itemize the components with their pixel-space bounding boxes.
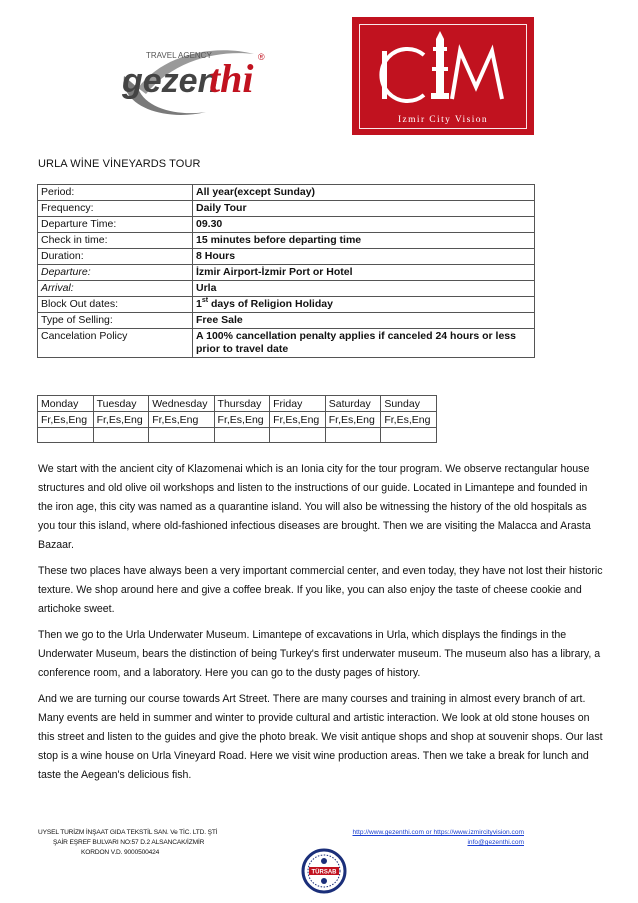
- info-value: 15 minutes before departing time: [193, 233, 535, 249]
- language-row: [38, 412, 437, 428]
- info-row-duration: [38, 249, 535, 265]
- empty-cell: [381, 428, 437, 443]
- info-value: [193, 329, 535, 358]
- weekday-header-row: [38, 396, 437, 412]
- info-row-period: [38, 185, 535, 201]
- partner-caption: Izmir City Vision: [397, 115, 489, 125]
- weekday-language-table: [37, 395, 437, 443]
- info-value: 09.30: [193, 217, 535, 233]
- info-row-frequency: [38, 201, 535, 217]
- agency-name: gezen: [122, 62, 219, 100]
- cancel-policy-line: A 100% cancellation penalty applies if canceled 24 hours or less: [196, 330, 516, 342]
- info-row-departure-time: [38, 217, 535, 233]
- empty-row: [38, 428, 437, 443]
- info-key: Duration:: [38, 249, 193, 265]
- company-name: UYSEL TURİZM İNŞAAT GIDA TEKSTİL SAN. Ve TİC. LTD. ŞTİ: [38, 829, 218, 836]
- info-key: Frequency:: [38, 201, 193, 217]
- info-key: Block Out dates:: [38, 297, 193, 313]
- info-row-type-of-selling: [38, 313, 535, 329]
- info-key: Period:: [38, 185, 193, 201]
- empty-cell: [325, 428, 381, 443]
- day-name: Friday: [270, 396, 326, 412]
- tour-title: URLA WİNE VİNEYARDS TOUR: [38, 158, 201, 170]
- contact-links: [318, 828, 524, 848]
- day-name: Thursday: [214, 396, 270, 412]
- info-value: Urla: [193, 281, 535, 297]
- agency-tagline: TRAVEL AGENCY: [146, 51, 212, 60]
- info-value: 8 Hours: [193, 249, 535, 265]
- info-row-check-in: [38, 233, 535, 249]
- description-paragraph: Then we go to the Urla Underwater Museum. Limantepe of excavations in Urla, which displays the findings in the Underwater Museum, bears the distinction of being Turkey's first underwater museum. The museum also has a library, a conference room, and a laboratory. Here you can go to the dusty pages of history.: [38, 629, 601, 679]
- description-paragraph: We start with the ancient city of Klazomenai which is an Ionia city for the tour program. We observe rectangular house structures and old olive oil workshops and listen to the instructions of our guide. Located in Limantepe and founded in the iron age, this city was named as a quarantine island. You will also be witnessing the history of the old hospitals as you tour this island, where old-fashioned infectious diseases are brought. Then we are visiting the Malacca and Arasta Bazaar.: [38, 463, 591, 551]
- day-name: Monday: [38, 396, 94, 412]
- izmir-city-vision-logo: [352, 17, 534, 135]
- tursab-badge: [301, 848, 347, 894]
- info-value: İzmir Airport-İzmir Port or Hotel: [193, 265, 535, 281]
- info-row-block-out: [38, 297, 535, 313]
- company-tax-id: KORDON V.D. 9000500424: [81, 849, 160, 856]
- info-row-cancelation: [38, 329, 535, 358]
- empty-cell: [93, 428, 149, 443]
- tour-info-table: [37, 184, 535, 358]
- day-languages: Fr,Es,Eng: [149, 412, 214, 428]
- company-address: [38, 828, 258, 858]
- day-languages: Fr,Es,Eng: [381, 412, 437, 428]
- day-name: Sunday: [381, 396, 437, 412]
- empty-cell: [214, 428, 270, 443]
- block-out-rest: days of Religion Holiday: [208, 298, 333, 310]
- block-out-ordinal: st: [201, 296, 209, 304]
- day-languages: Fr,Es,Eng: [38, 412, 94, 428]
- info-row-departure: [38, 265, 535, 281]
- gezenthi-logo: [94, 14, 284, 126]
- day-languages: Fr,Es,Eng: [270, 412, 326, 428]
- day-languages: Fr,Es,Eng: [214, 412, 270, 428]
- info-key: Arrival:: [38, 281, 193, 297]
- block-out-number: 1: [196, 298, 202, 310]
- day-languages: Fr,Es,Eng: [93, 412, 149, 428]
- registered-mark: ®: [258, 52, 265, 62]
- empty-cell: [270, 428, 326, 443]
- tursab-label: TÜRSAB: [311, 869, 337, 876]
- cancel-policy-line: prior to travel date: [196, 343, 289, 355]
- day-name: Tuesday: [93, 396, 149, 412]
- empty-cell: [149, 428, 214, 443]
- description-paragraph: These two places have always been a very important commercial center, and even today, they have not lost their historic texture. We shop around here and give a coffee break. If you like, you can also enjoy the taste of cheese cookie and artichoke sweet.: [38, 565, 603, 615]
- day-languages: Fr,Es,Eng: [325, 412, 381, 428]
- company-street: ŞAİR EŞREF BULVARI NO:57 D.2 ALSANCAK/İZMİR: [53, 839, 205, 846]
- info-row-arrival: [38, 281, 535, 297]
- info-value: [193, 297, 535, 313]
- info-key: Check in time:: [38, 233, 193, 249]
- info-key: Type of Selling:: [38, 313, 193, 329]
- tour-description: [38, 460, 604, 792]
- info-key: Departure Time:: [38, 217, 193, 233]
- info-value: Daily Tour: [193, 201, 535, 217]
- info-value: All year(except Sunday): [193, 185, 535, 201]
- info-key: Cancelation Policy: [38, 329, 193, 358]
- info-value: Free Sale: [193, 313, 535, 329]
- email-link[interactable]: info@gezenthi.com: [467, 839, 524, 846]
- website-link[interactable]: http://www.gezenthi.com or https://www.izmircityvision.com: [352, 829, 524, 836]
- day-name: Saturday: [325, 396, 381, 412]
- agency-name-accent: thi: [209, 56, 254, 101]
- day-name: Wednesday: [149, 396, 214, 412]
- empty-cell: [38, 428, 94, 443]
- description-paragraph: And we are turning our course towards Art Street. There are many courses and training in almost every branch of art. Many events are held in summer and winter to provide cultural and artistic interaction. We look at old stone houses on this street and listen to the guides and give the photo break. We visit antique shops and shop at souvenir shops. Our last stop is a wine house on Urla Vineyard Road. Here we visit wine production areas. Then we take a break for lunch and taste the Aegean's delicious fish.: [38, 693, 603, 781]
- info-key: Departure:: [38, 265, 193, 281]
